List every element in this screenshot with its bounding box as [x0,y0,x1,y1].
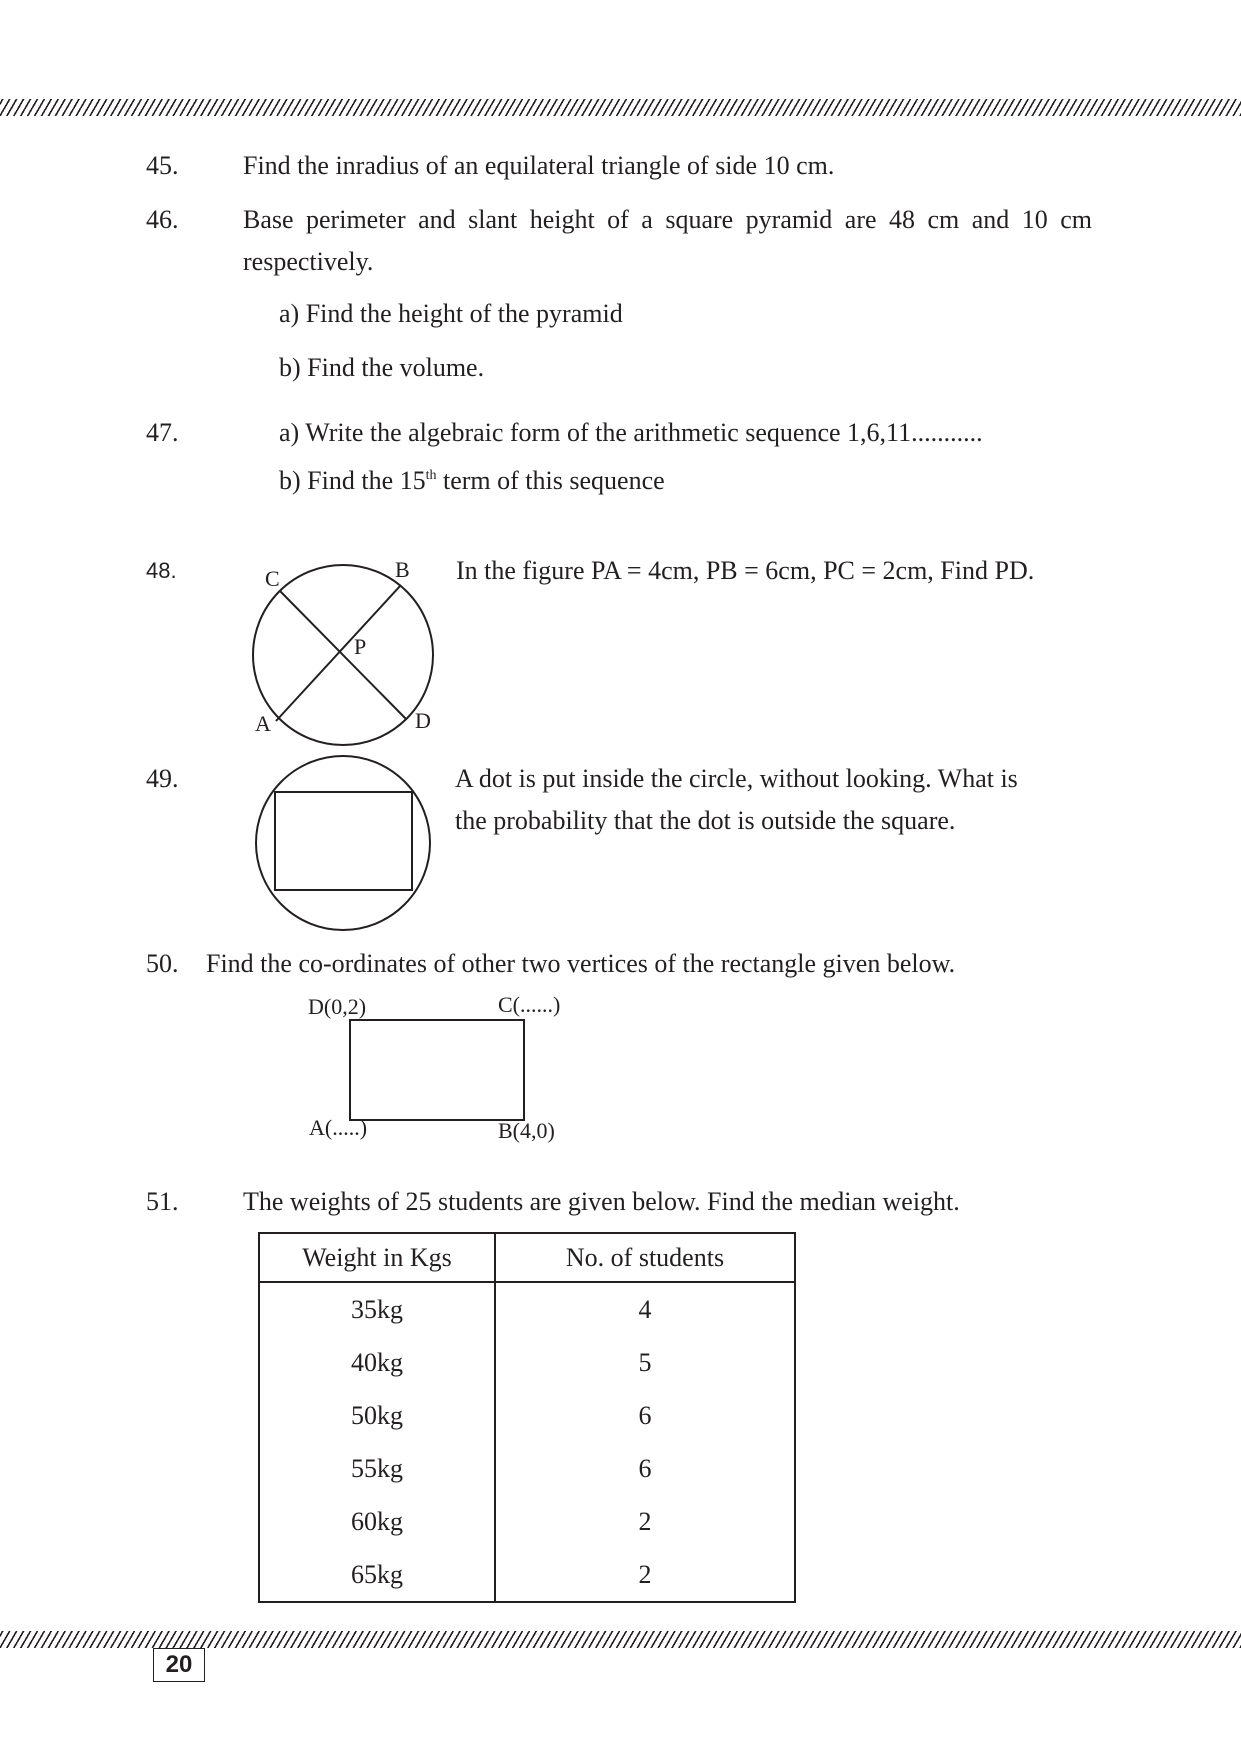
label-d: D(0,2) [308,994,367,1019]
count-cell: 2 [638,1559,652,1589]
count-cell: 4 [638,1294,652,1324]
table-header-row [259,1233,795,1282]
circle [256,756,430,930]
question-text-continued: respectively. [243,247,374,276]
count-cell: 6 [638,1453,652,1483]
label-b: B(4,0) [498,1118,555,1143]
label-a: A [255,711,271,736]
question-number: 51. [146,1187,179,1216]
table-row [259,1389,795,1442]
weight-cell: 40kg [259,1336,495,1389]
label-d: D [415,708,431,733]
label-p: P [354,634,367,659]
question-text: Find the inradius of an equilateral triangle of side 10 cm. [243,151,835,180]
question-number: 47. [146,418,179,447]
question-number: 49. [146,764,179,793]
chord-cd [280,591,406,719]
label-a: A(.....) [309,1115,368,1140]
square [275,792,412,890]
label-c: C(......) [498,992,561,1017]
question-number: 48. [146,558,177,583]
sub-question-b: b) Find the volume. [279,353,485,382]
weight-cell: 65kg [259,1548,495,1602]
count-cell: 2 [638,1506,652,1536]
weight-cell: 50kg [259,1389,495,1442]
question-text: A dot is put inside the circle, without looking. What is [455,764,1018,793]
table-row [259,1495,795,1548]
question-text: In the figure PA = 4cm, PB = 6cm, PC = 2cm, Find PD. [456,556,1035,585]
question-number: 45. [146,151,179,180]
weight-cell: 60kg [259,1495,495,1548]
bottom-hatch-border [0,1631,1241,1648]
circle-square-figure [250,755,450,945]
sub-question-a: a) Write the algebraic form of the arithmetic sequence 1,6,11........... [279,418,983,447]
table-row [259,1442,795,1495]
rectangle [350,1020,524,1120]
label-c: C [265,566,280,591]
count-cell: 5 [638,1347,652,1377]
question-number: 46. [146,205,179,234]
top-hatch-border [0,99,1241,116]
table-row [259,1548,795,1602]
weights-table [258,1232,796,1603]
question-text: The weights of 25 students are given below. Find the median weight. [243,1187,960,1216]
question-number: 50. [146,949,179,978]
weight-cell: 35kg [259,1282,495,1336]
page-number: 20 [153,1648,205,1682]
table-row [259,1336,795,1389]
question-text-continued: the probability that the dot is outside the square. [455,806,956,835]
label-b: B [395,557,410,582]
sub-question-a: a) Find the height of the pyramid [279,299,623,328]
intersecting-chords-figure [240,550,480,750]
table-row [259,1282,795,1336]
question-text: Find the co-ordinates of other two vertices of the rectangle given below. [206,949,956,978]
rectangle-figure [300,990,580,1160]
column-header: No. of students [495,1233,795,1282]
question-text: Base perimeter and slant height of a square pyramid are 48 cm and 10 cm [243,205,1092,234]
sub-question-b: b) Find the 15th term of this sequence [279,466,665,495]
column-header: Weight in Kgs [259,1233,495,1282]
weight-cell: 55kg [259,1442,495,1495]
count-cell: 6 [638,1400,652,1430]
